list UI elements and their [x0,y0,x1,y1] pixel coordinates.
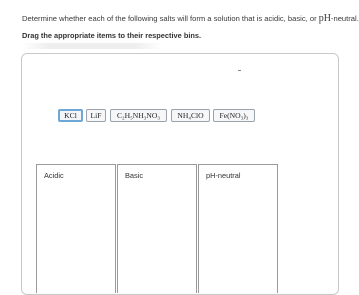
instruction-text: Drag the appropriate items to their respective bins. [22,31,202,40]
question-text-end: -neutral. [330,14,359,23]
item-kcl[interactable]: KCl [58,109,83,122]
question-text-start: Determine whether each of the following salts will form a solution that is acidic, basic, or [22,14,319,23]
stray-mark [238,70,241,71]
bin-basic[interactable] [117,164,197,293]
bin-ph-neutral-label: pH-neutral [206,171,241,180]
ph-term: pH [318,13,331,24]
item-nh4clo[interactable]: NH₄ClO [171,109,210,122]
item-c2h5nh3no3[interactable]: C₂H₅NH₃NO₃ [110,109,167,122]
item-lif[interactable]: LiF [86,109,106,122]
bin-basic-label: Basic [125,171,144,180]
item-feno33[interactable]: Fe(NO₃)₃ [213,109,255,122]
bin-ph-neutral[interactable] [198,164,278,293]
question-text [22,13,359,24]
bin-acidic[interactable] [36,164,116,293]
blurred-region [22,43,162,49]
bin-acidic-label: Acidic [44,171,64,180]
